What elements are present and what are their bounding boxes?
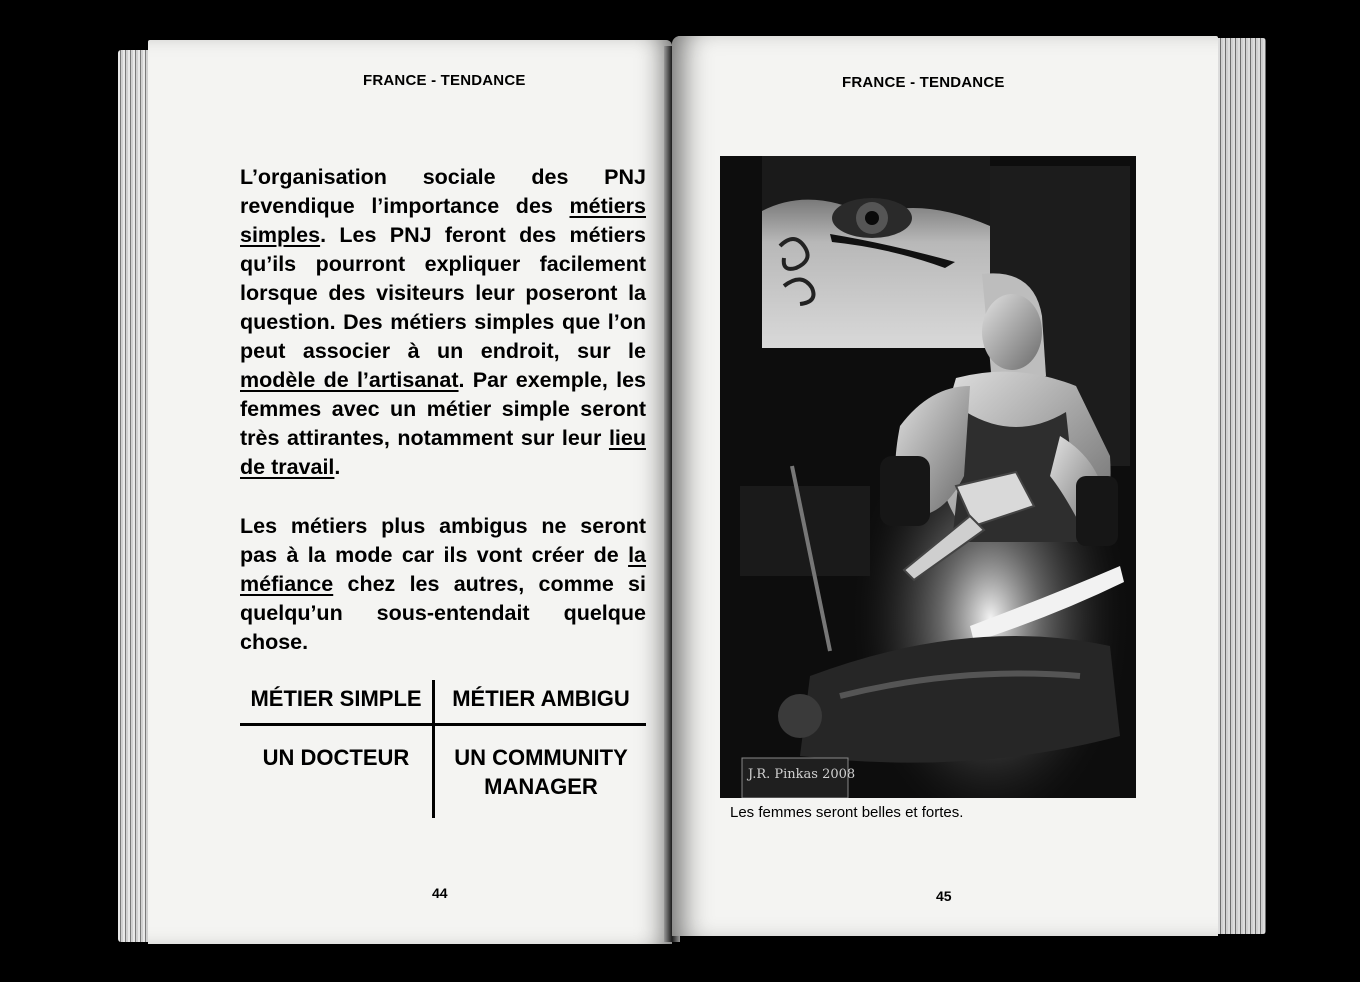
artist-signature: J.R. Pinkas 2008 (748, 767, 856, 782)
table-cell-line-1: UN COMMUNITY (454, 745, 628, 770)
figure-caption: Les femmes seront belles et fortes. (730, 804, 964, 821)
p1-underline-lieu-de-travail: lieu de travail (240, 426, 646, 479)
paragraph-1 (240, 163, 646, 482)
left-running-head: FRANCE - TENDANCE (363, 72, 526, 89)
p1-text-2: . Les PNJ feront des métiers qu’ils pourront expliquer facilement lorsque des visiteurs leur poseront la question. Des métiers simples que l’on peut associer à un endroit, sur le (240, 223, 646, 363)
p1-text-4: . (334, 455, 341, 479)
table-column-divider (432, 680, 435, 818)
p1-underline-artisanat: modèle de l’artisanat (240, 368, 459, 392)
illustration-woman-blacksmith (720, 156, 1136, 798)
table-header-metier-simple: MÉTIER SIMPLE (250, 686, 422, 711)
right-page-number: 45 (936, 888, 952, 904)
p2-text-1: Les métiers plus ambigus ne seront pas à la mode car ils vont créer de (240, 514, 646, 567)
p1-text-3: . Par exemple, les femmes avec un métier simple seront très attirantes, notamment sur leur (240, 368, 646, 450)
p1-underline-metiers-simples: métiers simples (240, 194, 646, 247)
p2-text-2: chez les autres, comme si quelqu’un sous-entendait quelque chose. (240, 572, 646, 654)
table-header-divider (240, 723, 646, 726)
metier-table (240, 680, 646, 818)
paragraph-2 (240, 512, 646, 657)
table-cell-line-2: MANAGER (484, 774, 598, 799)
p2-underline-mefiance: la méfiance (240, 543, 646, 596)
table-cell-docteur: UN DOCTEUR (262, 745, 410, 770)
left-page-number: 44 (432, 885, 448, 901)
right-page (672, 36, 1218, 936)
table-header-metier-ambigu: MÉTIER AMBIGU (452, 686, 630, 711)
illustration-artwork (720, 156, 1136, 798)
left-page (148, 40, 672, 944)
p1-text-1: L’organisation sociale des PNJ revendique l’importance des (240, 165, 646, 218)
right-running-head: FRANCE - TENDANCE (842, 74, 1005, 91)
table-cell-community-manager (436, 743, 646, 801)
